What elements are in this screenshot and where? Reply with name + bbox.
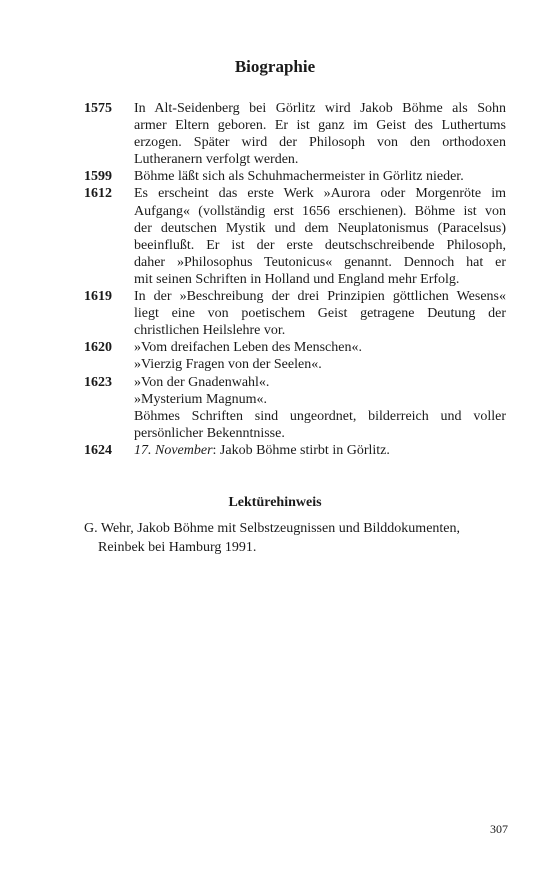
entry-line: armer Eltern geboren. Er ist ganz im Geist des Luthertums: [134, 118, 506, 134]
reading-note-reference: [84, 520, 514, 557]
entry-line: »Vierzig Fragen von der Seelen«.: [134, 357, 322, 373]
entry-year: 1599: [84, 169, 112, 185]
entry-line: persönlicher Bekenntnisse.: [134, 425, 285, 441]
entry-line: Böhme läßt sich als Schuhmachermeister in Görlitz nieder.: [134, 169, 464, 185]
entry-year: 1619: [84, 289, 112, 305]
entry-line: der deutschen Mystik und dem Neuplatonismus (Paracelsus): [134, 220, 506, 236]
chronology-entry: [84, 288, 506, 339]
reference-line: Reinbek bei Hamburg 1991.: [98, 539, 257, 555]
entry-year: 1620: [84, 340, 112, 356]
entry-line: »Vom dreifachen Leben des Menschen«.: [134, 340, 362, 356]
entry-line: liegt eine von poetischem Geist getragene Deutung der: [134, 306, 506, 322]
entry-line: In Alt-Seidenberg bei Görlitz wird Jakob Böhme als Sohn: [134, 101, 506, 116]
entry-text: [134, 185, 506, 288]
entry-line: beeinflußt. Er ist der erste deutschschreibende Philosoph,: [134, 237, 506, 253]
entry-text: [134, 168, 506, 185]
entry-text: [134, 442, 506, 459]
entry-text: [134, 100, 506, 168]
page-title: Biographie: [234, 57, 316, 76]
entry-text: [134, 339, 506, 373]
entry-line: Aufgang« (vollständig erst 1656 erschienen). Böhme ist von: [134, 203, 506, 219]
entry-text: [134, 374, 506, 442]
entry-line: daher »Philosophus Teutonicus« genannt. Dennoch hat er: [134, 254, 506, 270]
entry-line: Es erscheint das erste Werk »Aurora oder Morgenröte im: [134, 186, 506, 202]
chronology-entry: [84, 100, 506, 168]
chronology-entry: [84, 374, 506, 442]
entry-line: »Von der Gnadenwahl«.: [134, 374, 270, 390]
chronology-entry: [84, 442, 506, 459]
entry-text: [134, 288, 506, 339]
entry-line-text: : Jakob Böhme stirbt in Görlitz.: [212, 442, 390, 458]
entry-line: Lutheranern verfolgt werden.: [134, 152, 299, 168]
chronology-entry: [84, 185, 506, 288]
page-number: 307: [490, 822, 508, 836]
entry-line: christlichen Heilslehre vor.: [134, 323, 286, 339]
entry-year: 1624: [84, 442, 112, 458]
reference-line: G. Wehr, Jakob Böhme mit Selbstzeugnissen und Bilddokumenten,: [84, 521, 461, 536]
chronology-entry: [84, 168, 506, 185]
entry-date-italic: 17. November: [134, 442, 213, 458]
entry-year: 1623: [84, 374, 112, 390]
reading-note-heading: Lektürehinweis: [228, 495, 322, 510]
entry-line: mit seinen Schriften in Holland und England mehr Erfolg.: [134, 271, 460, 287]
chronology-entry: [84, 339, 506, 373]
entry-line: »Mysterium Magnum«.: [134, 391, 267, 407]
entry-line: Böhmes Schriften sind ungeordnet, bilderreich und voller: [134, 408, 506, 424]
biography-chronology: [84, 100, 506, 459]
entry-year: 1575: [84, 101, 112, 116]
entry-year: 1612: [84, 186, 112, 202]
entry-line: In der »Beschreibung der drei Prinzipien göttlichen Wesens«: [134, 289, 506, 305]
entry-line: [134, 442, 506, 459]
entry-line: erzogen. Später wird der Philosoph von den orthodoxen: [134, 135, 506, 151]
